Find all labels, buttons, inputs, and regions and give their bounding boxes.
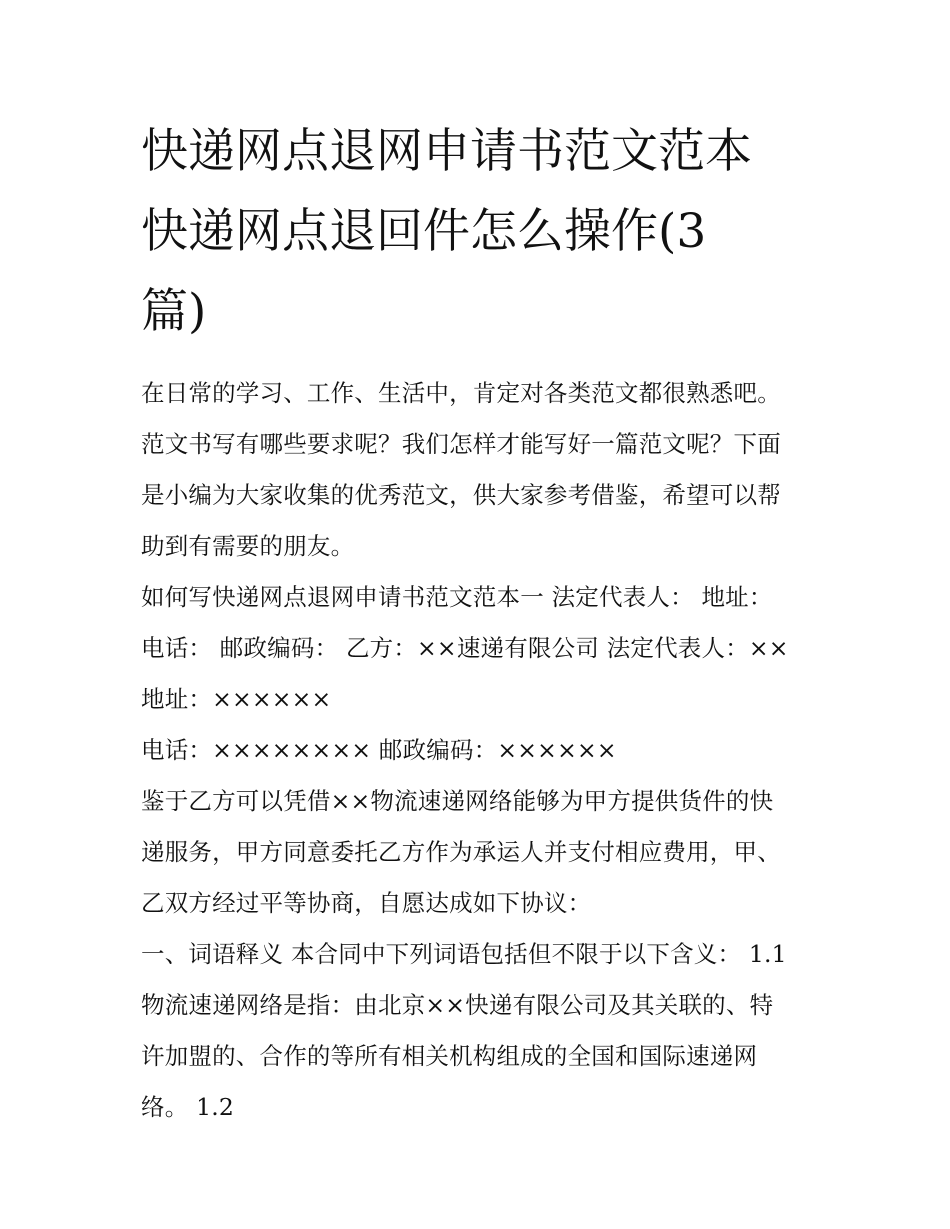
document-title: [141, 112, 817, 352]
text-line: 一、词语释义 本合同中下列词语包括但不限于以下含义： 1.1: [141, 940, 787, 968]
contact-paragraph: [141, 725, 817, 776]
intro-paragraph: [141, 368, 817, 572]
text-line: 物流速递网络是指：由北京××快递有限公司及其关联的、特: [141, 991, 774, 1019]
text-line: 是小编为大家收集的优秀范文，供大家参考借鉴，希望可以帮: [141, 481, 781, 509]
text-line: 电话： 邮政编码： 乙方：××速递有限公司 法定代表人：××: [141, 634, 789, 662]
parties-paragraph: [141, 572, 817, 725]
text-line: 地址：××××××: [141, 685, 332, 713]
text-line: 鉴于乙方可以凭借××物流速递网络能够为甲方提供货件的快: [141, 787, 774, 815]
text-line: 助到有需要的朋友。: [141, 532, 355, 560]
text-line: 范文书写有哪些要求呢？我们怎样才能写好一篇范文呢？下面: [141, 430, 781, 458]
title-line: 篇): [141, 284, 207, 339]
preamble-paragraph: [141, 776, 817, 929]
text-line: 络。 1.2: [141, 1093, 235, 1121]
text-line: 电话：×××××××× 邮政编码：××××××: [141, 736, 617, 764]
text-line: 乙双方经过平等协商，自愿达成如下协议：: [141, 889, 592, 917]
text-line: 递服务，甲方同意委托乙方作为承运人并支付相应费用，甲、: [141, 838, 781, 866]
text-line: 在日常的学习、工作、生活中，肯定对各类范文都很熟悉吧。: [141, 379, 781, 407]
text-line: 许加盟的、合作的等所有相关机构组成的全国和国际速递网: [141, 1042, 758, 1070]
title-line: 快递网点退回件怎么操作(3: [141, 204, 707, 259]
definitions-paragraph: [141, 929, 817, 1133]
title-line: 快递网点退网申请书范文范本: [141, 124, 752, 179]
text-line: 如何写快递网点退网申请书范文范本一 法定代表人： 地址：: [141, 583, 773, 611]
document-body: [141, 112, 817, 1133]
